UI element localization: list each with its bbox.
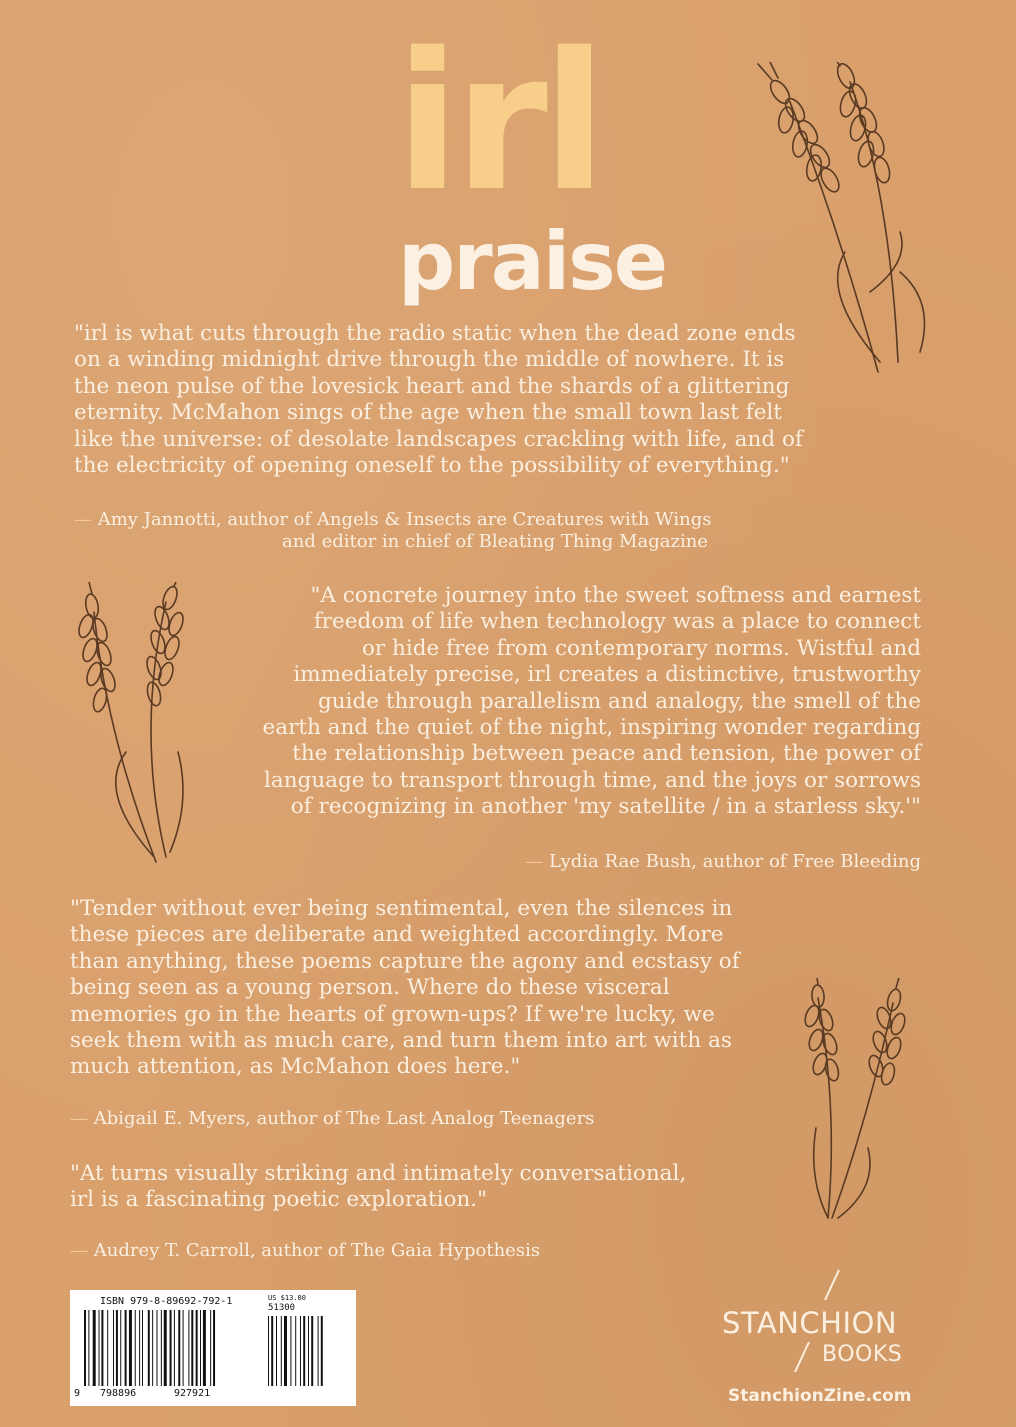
barcode-bar [120, 1310, 121, 1386]
barcode-bar [203, 1310, 206, 1386]
praise-heading: praise [398, 215, 666, 308]
blurb-attribution-3 [70, 1107, 594, 1131]
barcode-bar [148, 1310, 150, 1386]
barcode-bar [113, 1310, 114, 1386]
barcode-bar [135, 1310, 136, 1386]
wheat-sprig-icon [66, 582, 196, 872]
barcode-bar [200, 1310, 201, 1386]
barcode-bar [191, 1310, 193, 1386]
barcode-bar [196, 1310, 198, 1386]
quote-line: the relationship between peace and tension, the power of [292, 741, 921, 767]
attribution-dash: — [525, 851, 544, 872]
blurb-quote-3 [70, 896, 740, 1081]
quote-line: guide through parallelism and analogy, the smell of the [318, 688, 921, 714]
quote-line: irl is a fascinating poetic exploration." [70, 1187, 487, 1213]
barcode-bar [318, 1316, 319, 1386]
quote-line: memories go in the hearts of grown-ups? If we're lucky, we [70, 1001, 715, 1027]
quote-line: language to transport through time, and the joys or sorrows [264, 767, 921, 793]
barcode-bar [213, 1310, 215, 1386]
quote-line: than anything, these poems capture the agony and ecstasy of [70, 948, 740, 974]
barcode-bar [281, 1316, 282, 1386]
quote-line: "irl is what cuts through the radio static when the dead zone ends [74, 321, 796, 346]
barcode-digit-prefix: 9 [74, 1388, 81, 1399]
blurb-attribution-1b [282, 530, 708, 554]
blurb-quote-2 [263, 583, 921, 821]
barcode-bar [129, 1310, 132, 1386]
barcode-bar [295, 1316, 296, 1386]
book-title: irl [395, 12, 601, 233]
barcode-bar [311, 1316, 313, 1386]
attribution-text: Lydia Rae Bush, author of Free Bleeding [548, 851, 921, 872]
barcode-bar [321, 1316, 323, 1386]
barcode-bar [99, 1310, 100, 1386]
attribution-text: Audrey T. Carroll, author of The Gaia Hypothesis [93, 1240, 541, 1261]
quote-line: or hide free from contemporary norms. Wistful and [361, 635, 921, 661]
blurb-attribution-1 [74, 508, 711, 532]
barcode-bar [308, 1316, 309, 1386]
attribution-dash: — [74, 509, 92, 530]
barcode-bar [88, 1310, 89, 1386]
attribution-dash: — [70, 1108, 88, 1129]
price-label: US $13.00 [268, 1294, 306, 1302]
barcode-bar [300, 1316, 301, 1386]
barcode-digits-right: 927921 [174, 1388, 211, 1399]
barcode-bar [271, 1316, 273, 1386]
quote-line: "Tender without ever being sentimental, even the silences in [70, 896, 733, 921]
barcode-bar [142, 1310, 143, 1386]
barcode-bar [161, 1310, 162, 1386]
blurb-attribution-4 [70, 1239, 540, 1263]
barcode-bar [93, 1310, 96, 1386]
barcode-bar [125, 1310, 127, 1386]
publisher-imprint: BOOKS [822, 1342, 903, 1367]
attribution-text: Amy Jannotti, author of Angels & Insects are Creatures with Wings [97, 509, 712, 530]
barcode-bar [183, 1310, 184, 1386]
blurb-attribution-2 [525, 850, 921, 874]
quote-line: these pieces are deliberate and weighted accordingly. More [70, 922, 724, 948]
attribution-text: and editor in chief of Bleating Thing Magazine [282, 531, 708, 552]
quote-line: of recognizing in another 'my satellite / in a starless sky.'" [290, 794, 921, 820]
quote-line: like the universe: of desolate landscapes crackling with life, and of [74, 426, 803, 452]
quote-line: seek them with as much care, and turn them into art with as [70, 1028, 732, 1054]
barcode-bar [101, 1310, 103, 1386]
wheat-sprig-icon [798, 978, 918, 1228]
barcode-bar [210, 1310, 211, 1386]
barcode-bar [170, 1310, 172, 1386]
barcode-bar [152, 1310, 153, 1386]
barcode-bar [174, 1310, 175, 1386]
blurb-quote-4 [70, 1161, 686, 1214]
publisher-name: STANCHION [722, 1306, 898, 1340]
barcode-bar [139, 1310, 140, 1386]
slash-icon [792, 1340, 812, 1374]
quote-line: earth and the quiet of the night, inspiring wonder regarding [262, 715, 921, 741]
barcode-bar [84, 1310, 86, 1386]
barcode-bar [178, 1310, 180, 1386]
publisher-website: StanchionZine.com [728, 1386, 912, 1406]
barcode-bar [284, 1316, 287, 1386]
barcode-bar [157, 1310, 158, 1386]
barcode-bar [116, 1310, 118, 1386]
quote-line: the neon pulse of the lovesick heart and the shards of a glittering [74, 373, 790, 399]
slash-icon [822, 1268, 842, 1302]
isbn-barcode [70, 1290, 356, 1406]
price-code: 51300 [268, 1303, 296, 1313]
quote-line: much attention, as McMahon does here." [70, 1054, 521, 1080]
attribution-text: Abigail E. Myers, author of The Last Analog Teenagers [93, 1108, 595, 1129]
quote-line: eternity. McMahon sings of the age when the small town last felt [74, 400, 782, 426]
barcode-bar [107, 1310, 108, 1386]
attribution-dash: — [70, 1240, 88, 1261]
isbn-number: ISBN 979-8-89692-792-1 [100, 1296, 233, 1307]
blurb-quote-1 [74, 321, 803, 479]
barcode-bar [268, 1316, 269, 1386]
quote-line: being seen as a young person. Where do these visceral [70, 975, 670, 1001]
barcode-bar [164, 1310, 167, 1386]
quote-line: "A concrete journey into the sweet softness and earnest [310, 583, 921, 608]
quote-line: "At turns visually striking and intimately conversational, [70, 1161, 687, 1186]
barcode-bar [303, 1316, 305, 1386]
quote-line: on a winding midnight drive through the middle of nowhere. It is [74, 347, 785, 373]
barcode-bar [276, 1316, 277, 1386]
barcode-bar [290, 1316, 291, 1386]
barcode-bar [188, 1310, 189, 1386]
quote-line: the electricity of opening oneself to the possibility of everything." [74, 453, 790, 479]
quote-line: freedom of life when technology was a place to connect [313, 609, 921, 635]
publisher-logo [722, 1268, 922, 1408]
barcode-digits-left: 798896 [100, 1388, 137, 1399]
quote-line: immediately precise, irl creates a distinctive, trustworthy [293, 662, 921, 688]
